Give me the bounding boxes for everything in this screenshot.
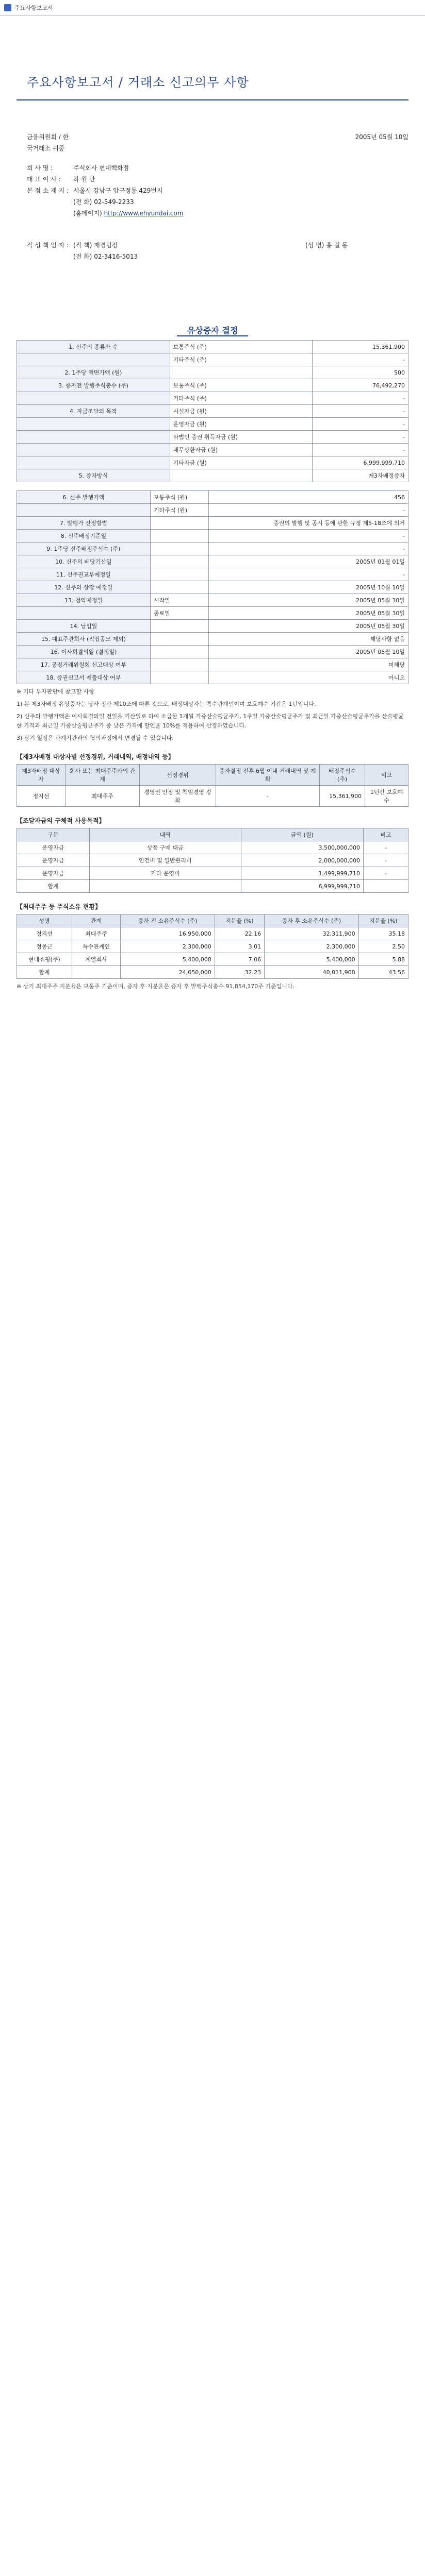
table-row bbox=[17, 568, 408, 581]
allottees-table bbox=[17, 764, 408, 807]
table-row bbox=[17, 555, 408, 568]
row-label: 5. 증자방식 bbox=[17, 469, 170, 482]
cell-after: 2,300,000 bbox=[265, 940, 359, 953]
table-row bbox=[17, 353, 408, 366]
table-row bbox=[17, 594, 408, 607]
writer-label: 작 성 책 임 자 : bbox=[27, 242, 69, 249]
cell-name: 현대쇼핑(주) bbox=[17, 953, 72, 966]
cell-relation: 최대주주 bbox=[72, 927, 121, 940]
cell-name: 정지선 bbox=[17, 786, 66, 807]
cell-reason: 경영권 안정 및 책임경영 강화 bbox=[140, 786, 216, 807]
column-header: 지분율 (%) bbox=[358, 914, 408, 927]
row-label bbox=[17, 431, 170, 444]
homepage-link[interactable]: http://www.ehyundai.com bbox=[104, 210, 184, 217]
row-label: 2. 1주당 액면가액 (원) bbox=[17, 366, 170, 379]
row-sublabel: 기타주식 (주) bbox=[170, 392, 312, 405]
cell-amount: 2,000,000,000 bbox=[241, 854, 363, 867]
row-label: 16. 이사회결의일 (결정일) bbox=[17, 646, 151, 658]
table-row bbox=[17, 469, 408, 482]
price-schedule-table bbox=[17, 490, 408, 684]
table-row bbox=[17, 940, 408, 953]
cell-relation: 계열회사 bbox=[72, 953, 121, 966]
cell-before_pct: 22.16 bbox=[215, 927, 264, 940]
cell-remark: - bbox=[363, 854, 408, 867]
row-value: 6,999,999,710 bbox=[312, 456, 408, 469]
table-row bbox=[17, 366, 408, 379]
table-row bbox=[17, 633, 408, 646]
table-row bbox=[17, 341, 408, 353]
cell-detail: 상품 구매 대금 bbox=[89, 841, 241, 854]
cell-category: 합계 bbox=[17, 880, 90, 893]
phone-label: (전 화) bbox=[73, 198, 92, 206]
row-label: 10. 신주의 배당기산일 bbox=[17, 555, 151, 568]
row-label: 18. 증권신고서 제출대상 여부 bbox=[17, 671, 151, 684]
column-header: 회사 또는 최대주주와의 관계 bbox=[65, 765, 139, 786]
row-sublabel: 운영자금 (원) bbox=[170, 418, 312, 431]
row-label: 13. 청약예정일 bbox=[17, 594, 151, 607]
column-header: 증자 후 소유주식수 (주) bbox=[265, 914, 359, 927]
cell-remark: 1년간 보호예수 bbox=[365, 786, 408, 807]
cell-remark: - bbox=[363, 841, 408, 854]
cell-category: 운영자금 bbox=[17, 854, 90, 867]
writer-name: (성 명) 홍 길 동 bbox=[305, 242, 348, 249]
row-label bbox=[17, 456, 170, 469]
row-sublabel: 종료일 bbox=[150, 607, 208, 620]
date-label: 2005년 05월 10일 bbox=[355, 133, 408, 141]
row-value: - bbox=[208, 568, 408, 581]
row-label: 3. 증자전 발행주식총수 (주) bbox=[17, 379, 170, 392]
row-label: 9. 1주당 신주배정주식수 (주) bbox=[17, 543, 151, 555]
cell-shares: 15,361,900 bbox=[319, 786, 365, 807]
cell-before: 5,400,000 bbox=[121, 953, 215, 966]
cell-after_pct: 35.18 bbox=[358, 927, 408, 940]
cell-amount: 3,500,000,000 bbox=[241, 841, 363, 854]
section-title: 유상증자 결정 bbox=[17, 324, 408, 336]
table-row bbox=[17, 786, 408, 807]
row-sublabel: 시설자금 (원) bbox=[170, 405, 312, 418]
row-sublabel bbox=[170, 469, 312, 482]
row-label: 14. 납입일 bbox=[17, 620, 151, 633]
cell-detail bbox=[89, 880, 241, 893]
cell-after: 40,011,900 bbox=[265, 966, 359, 979]
row-sublabel: 기타주식 (원) bbox=[150, 504, 208, 517]
row-value: 미해당 bbox=[208, 658, 408, 671]
row-sublabel bbox=[150, 620, 208, 633]
row-sublabel: 타법인 증권 취득자금 (원) bbox=[170, 431, 312, 444]
row-label: 11. 신주권교부예정일 bbox=[17, 568, 151, 581]
row-sublabel bbox=[150, 517, 208, 530]
homepage-label: (홈페이지) bbox=[73, 210, 102, 217]
phone-value: 02-549-2233 bbox=[94, 198, 134, 206]
cell-name: 정지선 bbox=[17, 927, 72, 940]
table-row bbox=[17, 581, 408, 594]
table-row bbox=[17, 444, 408, 456]
allottees-title: 【제3자배정 대상자별 선정경위, 거래내역, 배정내역 등】 bbox=[17, 753, 174, 760]
column-header: 비고 bbox=[363, 828, 408, 841]
row-value: - bbox=[208, 530, 408, 543]
table-row bbox=[17, 867, 408, 880]
row-label: 8. 신주배정기준일 bbox=[17, 530, 151, 543]
row-label bbox=[17, 418, 170, 431]
note-line: ※ 기타 투자판단에 참고할 사항 bbox=[17, 688, 94, 695]
row-value: - bbox=[312, 418, 408, 431]
row-value: 2005년 05월 30일 bbox=[208, 620, 408, 633]
title-rule bbox=[17, 99, 408, 100]
table-row bbox=[17, 418, 408, 431]
row-value: - bbox=[312, 405, 408, 418]
shareholders-title: 【최대주주 등 주식소유 현황】 bbox=[17, 903, 102, 910]
cell-before_pct: 3.01 bbox=[215, 940, 264, 953]
cell-before_pct: 32.23 bbox=[215, 966, 264, 979]
to-label: 금융위원회 / 한국거래소 귀중 bbox=[27, 133, 69, 152]
row-label bbox=[17, 607, 151, 620]
row-sublabel bbox=[150, 633, 208, 646]
row-label bbox=[17, 504, 151, 517]
note-line: 1) 본 제3자배정 유상증자는 당사 정관 제10조에 따른 것으로, 배정대상자는 특수관계인이며 보호예수 기간은 1년입니다. bbox=[17, 701, 316, 707]
row-sublabel: 보통주식 (주) bbox=[170, 341, 312, 353]
row-sublabel: 채무상환자금 (원) bbox=[170, 444, 312, 456]
cell-amount: 6,999,999,710 bbox=[241, 880, 363, 893]
row-sublabel: 기타주식 (주) bbox=[170, 353, 312, 366]
column-header: 선정경위 bbox=[140, 765, 216, 786]
row-label: 17. 공정거래위원회 신고대상 여부 bbox=[17, 658, 151, 671]
app-logo-icon bbox=[4, 4, 11, 11]
cell-relation: 특수관계인 bbox=[72, 940, 121, 953]
note-line: 2) 신주의 발행가액은 이사회결의일 전일을 기산일로 하여 소급한 1개월 가중산술평균주가, 1주일 가중산술평균주가 및 최근일 가중산술평균주가를 산술평균한 가격과 최근일 가중산술평균주가 중 낮은 가격에 할인율 10%를 적용하여 산정하였습니다. bbox=[17, 713, 404, 729]
row-label: 15. 대표주관회사 (직접공모 제외) bbox=[17, 633, 151, 646]
row-sublabel bbox=[170, 366, 312, 379]
company-label: 회 사 명 : bbox=[27, 164, 53, 172]
note-line: 3) 상기 일정은 관계기관과의 협의과정에서 변경될 수 있습니다. bbox=[17, 735, 174, 741]
table-row bbox=[17, 405, 408, 418]
column-header: 관계 bbox=[72, 914, 121, 927]
fund-usage-title: 【조달자금의 구체적 사용목적】 bbox=[17, 817, 105, 824]
row-label bbox=[17, 444, 170, 456]
row-value: 500 bbox=[312, 366, 408, 379]
row-value: 해당사항 없음 bbox=[208, 633, 408, 646]
row-sublabel: 보통주식 (주) bbox=[170, 379, 312, 392]
table-row bbox=[17, 517, 408, 530]
company-value: 주식회사 현대백화점 bbox=[73, 164, 129, 172]
table-row bbox=[17, 530, 408, 543]
cell-name: 정몽근 bbox=[17, 940, 72, 953]
row-value: 15,361,900 bbox=[312, 341, 408, 353]
row-value: - bbox=[312, 353, 408, 366]
row-value: - bbox=[208, 504, 408, 517]
row-label: 12. 신주의 상장 예정일 bbox=[17, 581, 151, 594]
column-header: 배정주식수 (주) bbox=[319, 765, 365, 786]
row-label bbox=[17, 392, 170, 405]
row-sublabel bbox=[150, 581, 208, 594]
column-header: 비고 bbox=[365, 765, 408, 786]
row-sublabel: 보통주식 (원) bbox=[150, 491, 208, 504]
row-value: 2005년 05월 30일 bbox=[208, 607, 408, 620]
cell-detail: 기타 운영비 bbox=[89, 867, 241, 880]
table-row bbox=[17, 927, 408, 940]
table-row bbox=[17, 607, 408, 620]
column-header: 구분 bbox=[17, 828, 90, 841]
column-header: 증자결정 전후 6월 이내 거래내역 및 계획 bbox=[216, 765, 319, 786]
table-row bbox=[17, 379, 408, 392]
row-value: - bbox=[208, 543, 408, 555]
row-value: 제3자배정증자 bbox=[312, 469, 408, 482]
row-value: - bbox=[312, 392, 408, 405]
window-title: 주요사항보고서 bbox=[14, 4, 53, 11]
row-sublabel: 기타자금 (원) bbox=[170, 456, 312, 469]
cell-before: 2,300,000 bbox=[121, 940, 215, 953]
row-value: 76,492,270 bbox=[312, 379, 408, 392]
cell-name: 합계 bbox=[17, 966, 72, 979]
cell-category: 운영자금 bbox=[17, 867, 90, 880]
address-value: 서울시 강남구 압구정동 429번지 bbox=[73, 187, 163, 194]
row-value: 증권의 발행 및 공시 등에 관한 규정 제5-18조에 의거 bbox=[208, 517, 408, 530]
writer-phone: 02-3416-5013 bbox=[94, 253, 138, 260]
row-sublabel bbox=[150, 568, 208, 581]
table-row bbox=[17, 880, 408, 893]
table-row bbox=[17, 456, 408, 469]
cell-detail: 인건비 및 일반관리비 bbox=[89, 854, 241, 867]
row-value: 2005년 05월 30일 bbox=[208, 594, 408, 607]
column-header: 지분율 (%) bbox=[215, 914, 264, 927]
cell-before: 16,950,000 bbox=[121, 927, 215, 940]
cell-after: 32,311,900 bbox=[265, 927, 359, 940]
table-row bbox=[17, 392, 408, 405]
row-sublabel bbox=[150, 658, 208, 671]
table-row bbox=[17, 841, 408, 854]
row-sublabel bbox=[150, 543, 208, 555]
cell-category: 운영자금 bbox=[17, 841, 90, 854]
row-sublabel bbox=[150, 530, 208, 543]
table-row bbox=[17, 491, 408, 504]
ceo-value: 하 원 만 bbox=[73, 176, 95, 183]
ceo-label: 대 표 이 사 : bbox=[27, 176, 61, 183]
row-label: 7. 발행가 산정방법 bbox=[17, 517, 151, 530]
column-header: 금액 (원) bbox=[241, 828, 363, 841]
cell-history: - bbox=[216, 786, 319, 807]
table-row bbox=[17, 966, 408, 979]
row-sublabel bbox=[150, 646, 208, 658]
table-row bbox=[17, 504, 408, 517]
writer-phone-label: (전 화) bbox=[73, 253, 92, 260]
document bbox=[17, 72, 408, 1015]
cell-relation bbox=[72, 966, 121, 979]
address-label: 본 점 소 재 지 : bbox=[27, 187, 69, 194]
cell-relation: 최대주주 bbox=[65, 786, 139, 807]
table-row bbox=[17, 431, 408, 444]
cell-remark bbox=[363, 880, 408, 893]
row-label bbox=[17, 353, 170, 366]
column-header: 내역 bbox=[89, 828, 241, 841]
row-sublabel bbox=[150, 671, 208, 684]
table-row bbox=[17, 671, 408, 684]
cell-remark: - bbox=[363, 867, 408, 880]
row-value: 2005년 01월 01일 bbox=[208, 555, 408, 568]
cell-amount: 1,499,999,710 bbox=[241, 867, 363, 880]
cell-after_pct: 2.50 bbox=[358, 940, 408, 953]
column-header: 성명 bbox=[17, 914, 72, 927]
column-header: 증자 전 소유주식수 (주) bbox=[121, 914, 215, 927]
row-label: 4. 자금조달의 목적 bbox=[17, 405, 170, 418]
row-value: 456 bbox=[208, 491, 408, 504]
table-row bbox=[17, 620, 408, 633]
shareholders-table bbox=[17, 914, 408, 979]
table-row bbox=[17, 658, 408, 671]
table-row bbox=[17, 646, 408, 658]
cell-before: 24,650,000 bbox=[121, 966, 215, 979]
footer-note: ※ 상기 최대주주 지분율은 보통주 기준이며, 증자 후 지분율은 증자 후 발행주식총수 91,854,170주 기준입니다. bbox=[17, 983, 295, 990]
row-label: 6. 신주 발행가액 bbox=[17, 491, 151, 504]
table-row bbox=[17, 854, 408, 867]
row-sublabel: 시작일 bbox=[150, 594, 208, 607]
table-row bbox=[17, 543, 408, 555]
cell-after: 5,400,000 bbox=[265, 953, 359, 966]
row-value: 2005년 10월 10일 bbox=[208, 581, 408, 594]
table-row bbox=[17, 953, 408, 966]
window-titlebar bbox=[0, 0, 425, 15]
cell-after_pct: 43.56 bbox=[358, 966, 408, 979]
row-value: - bbox=[312, 431, 408, 444]
cell-after_pct: 5.88 bbox=[358, 953, 408, 966]
cell-before_pct: 7.06 bbox=[215, 953, 264, 966]
writer-rank: (직 책) 재경팀장 bbox=[73, 242, 118, 249]
row-value: 아니오 bbox=[208, 671, 408, 684]
row-sublabel bbox=[150, 555, 208, 568]
document-title: 주요사항보고서 / 거래소 신고의무 사항 bbox=[27, 75, 249, 90]
notes bbox=[17, 687, 408, 743]
fund-usage-table bbox=[17, 828, 408, 893]
capital-increase-table bbox=[17, 340, 408, 482]
row-value: 2005년 05월 10일 bbox=[208, 646, 408, 658]
row-label: 1. 신주의 종류와 수 bbox=[17, 341, 170, 353]
submit-info bbox=[27, 131, 408, 262]
row-value: - bbox=[312, 444, 408, 456]
column-header: 제3자배정 대상자 bbox=[17, 765, 66, 786]
